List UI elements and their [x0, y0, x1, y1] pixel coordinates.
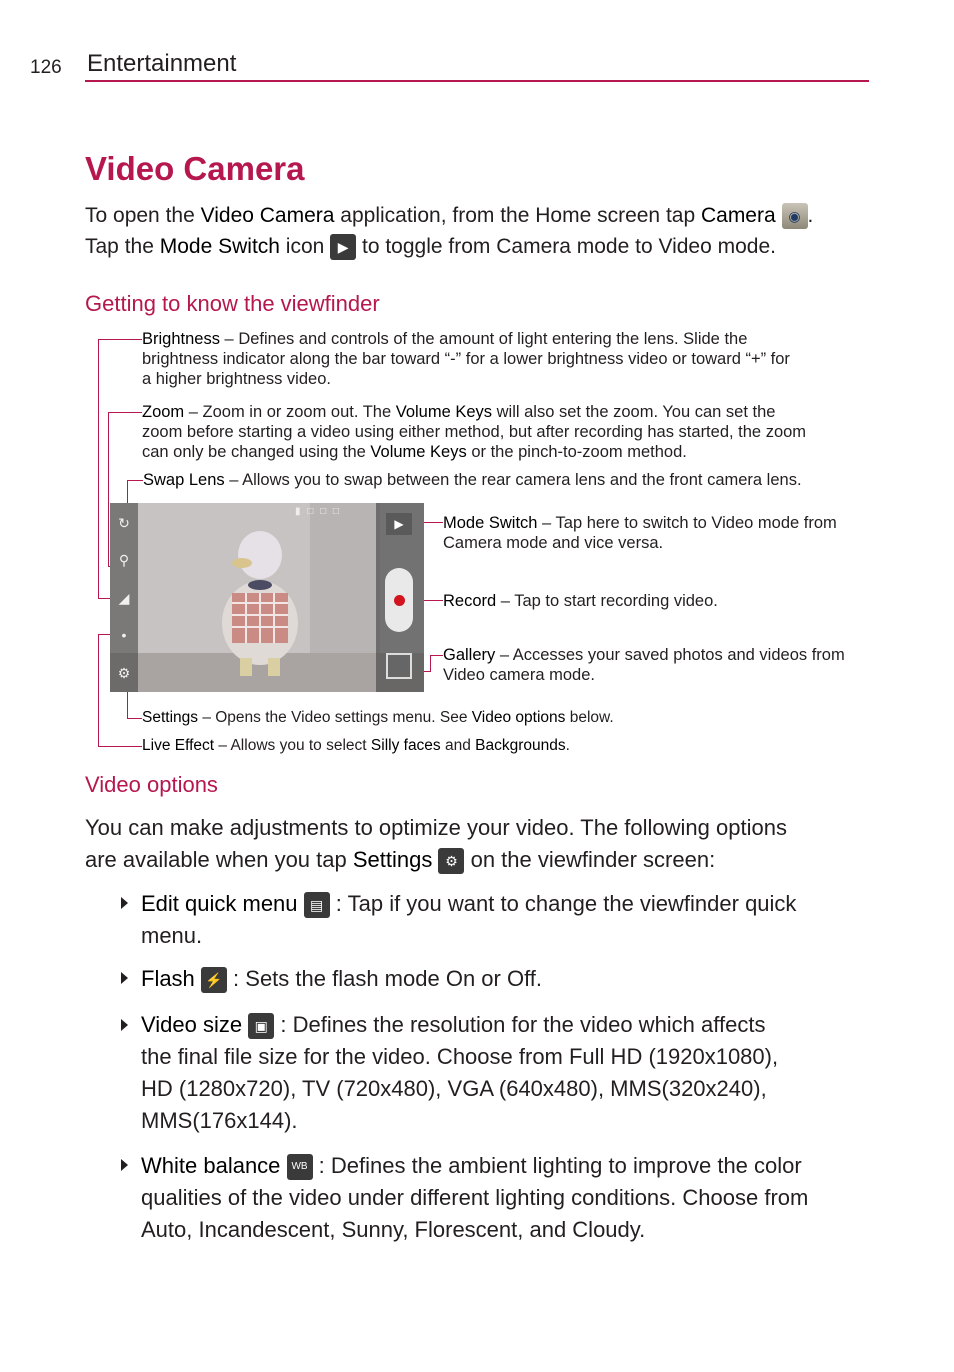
section-title: Entertainment [87, 50, 237, 77]
live-effect-icon[interactable]: • [121, 627, 127, 643]
body-text: are available when you tap [85, 847, 353, 872]
leader-line-gallery [430, 655, 443, 656]
option-text: menu. [141, 923, 203, 948]
option-term: Edit quick menu [141, 891, 298, 916]
video-options-heading: Video options [85, 772, 218, 797]
intro-text: icon [279, 235, 331, 258]
callout-term: Record [443, 592, 497, 610]
intro-text: to toggle from Camera mode to Video mode. [356, 235, 776, 258]
callout-text: – Opens the Video settings menu. See [198, 709, 472, 726]
body-term-settings: Settings [352, 847, 433, 872]
leader-line-brightness [98, 339, 99, 598]
leader-line-swap-lens [127, 480, 143, 481]
leader-line-settings [127, 718, 142, 719]
option-term: Video size [141, 1012, 243, 1037]
edit-quick-menu-icon: ▤ [304, 892, 330, 918]
callout-text: can only be changed using the [142, 443, 371, 461]
callout-zoom [142, 402, 862, 462]
record-dot-icon [394, 595, 405, 606]
callout-text: or the pinch-to-zoom method. [466, 443, 687, 461]
callout-text: – Allows you to select [214, 737, 371, 754]
leader-line-zoom [108, 412, 109, 566]
callout-text: – Tap to start recording video. [496, 592, 718, 610]
leader-line-live-effect [98, 746, 142, 747]
callout-term: Brightness [142, 330, 220, 348]
callout-text: Video camera mode. [443, 666, 595, 684]
callout-text: a higher brightness video. [142, 370, 331, 388]
callout-text: – Zoom in or zoom out. The [184, 403, 396, 421]
swap-lens-icon[interactable]: ↻ [118, 515, 130, 531]
option-term: White balance [141, 1153, 281, 1178]
leader-line-gallery [430, 655, 431, 671]
viewfinder-screenshot [110, 503, 424, 692]
callout-term: Gallery [443, 646, 496, 664]
header-divider [85, 80, 869, 82]
option-white-balance [141, 1150, 871, 1246]
callout-text: zoom before starting a video using either method, but after recording has started, the zoom [142, 423, 807, 441]
callout-text: – Allows you to swap between the rear camera lens and the front camera lens. [224, 471, 802, 489]
option-text: : Tap if you want to change the viewfinder quick [335, 891, 797, 916]
callout-mode-switch [443, 513, 883, 553]
intro-text: Tap the [85, 235, 160, 258]
body-text: on the viewfinder screen: [464, 847, 716, 872]
settings-icon[interactable]: ⚙ [117, 665, 131, 681]
page-title: Video Camera [85, 150, 305, 187]
bullet-arrow-icon [121, 1019, 128, 1031]
callout-settings [142, 708, 842, 728]
callout-text: – Defines and controls of the amount of light entering the lens. Slide the [219, 330, 748, 348]
callout-text: brightness indicator along the bar toward “-” for a lower brightness video or toward “+” for [142, 350, 790, 368]
option-video-size [141, 1009, 871, 1137]
callout-term: Video options [471, 709, 566, 726]
leader-line-zoom [108, 412, 142, 413]
callout-live-effect [142, 736, 842, 756]
option-edit-quick-menu [141, 888, 871, 952]
option-text: MMS(176x144). [141, 1108, 298, 1133]
page-number: 126 [30, 57, 62, 78]
viewfinder-heading: Getting to know the viewfinder [85, 291, 380, 316]
video-options-paragraph [85, 812, 865, 876]
callout-term: Swap Lens [143, 471, 225, 489]
video-size-icon: ▣ [248, 1013, 274, 1039]
option-text: the final file size for the video. Choose from Full HD (1920x1080), [141, 1044, 779, 1069]
callout-term: Backgrounds [475, 737, 566, 754]
callout-text: will also set the zoom. You can set the [492, 403, 776, 421]
callout-term: Volume Keys [395, 403, 493, 421]
callout-text: . [565, 737, 570, 754]
option-term: Flash [141, 966, 195, 991]
callout-text: Camera mode and vice versa. [443, 534, 664, 552]
bullet-arrow-icon [121, 1159, 128, 1171]
mode-switch-icon: ▶ [330, 234, 356, 260]
option-text: Auto, Incandescent, Sunny, Florescent, and Cloudy. [141, 1217, 646, 1242]
settings-gear-icon: ⚙ [438, 848, 464, 874]
callout-text: – Accesses your saved photos and videos from [495, 646, 845, 664]
white-balance-icon: WB [287, 1154, 313, 1180]
callout-text: – Tap here to switch to Video mode from [537, 514, 837, 532]
option-text: : Defines the ambient lighting to improve the color [318, 1153, 802, 1178]
option-text: HD (1280x720), TV (720x480), VGA (640x480), MMS(320x240), [141, 1076, 767, 1101]
body-text: You can make adjustments to optimize your video. The following options [85, 815, 787, 840]
callout-term: Silly faces [370, 737, 441, 754]
intro-text: To open the [85, 204, 201, 227]
gallery-icon[interactable] [386, 653, 412, 679]
callout-term: Volume Keys [370, 443, 467, 461]
callout-term: Live Effect [142, 737, 215, 754]
viewfinder-status-icons: ▮ □ □ □ [295, 506, 341, 517]
bullet-arrow-icon [121, 897, 128, 909]
callout-term: Zoom [142, 403, 185, 421]
callout-brightness [142, 329, 862, 389]
flash-icon: ⚡ [201, 967, 227, 993]
option-text: : Defines the resolution for the video which affects [280, 1012, 766, 1037]
intro-text: application, from the Home screen tap [334, 204, 701, 227]
leader-line-brightness [98, 339, 142, 340]
brightness-icon[interactable]: ◢ [118, 590, 130, 606]
leader-line-live-effect [98, 634, 99, 746]
record-button[interactable] [385, 568, 413, 632]
callout-term: Settings [142, 709, 199, 726]
intro-paragraph [85, 200, 875, 262]
mode-switch-icon[interactable]: ▶ [386, 513, 412, 535]
option-text: : Sets the flash mode On or Off. [233, 966, 543, 991]
option-text: qualities of the video under different lighting conditions. Choose from [141, 1185, 809, 1210]
callout-gallery [443, 645, 883, 685]
intro-text: . [807, 204, 814, 227]
callout-text: and [440, 737, 476, 754]
intro-term-video-camera: Video Camera [200, 204, 335, 227]
option-flash [141, 963, 871, 995]
callout-text: below. [565, 709, 614, 726]
callout-swap-lens [143, 470, 863, 490]
intro-term-mode-switch: Mode Switch [159, 235, 280, 258]
callout-record [443, 591, 883, 611]
intro-term-camera: Camera [700, 204, 776, 227]
bullet-arrow-icon [121, 972, 128, 984]
callout-term: Mode Switch [443, 514, 538, 532]
camera-icon: ◉ [782, 203, 808, 229]
zoom-icon[interactable]: ⚲ [118, 552, 130, 568]
